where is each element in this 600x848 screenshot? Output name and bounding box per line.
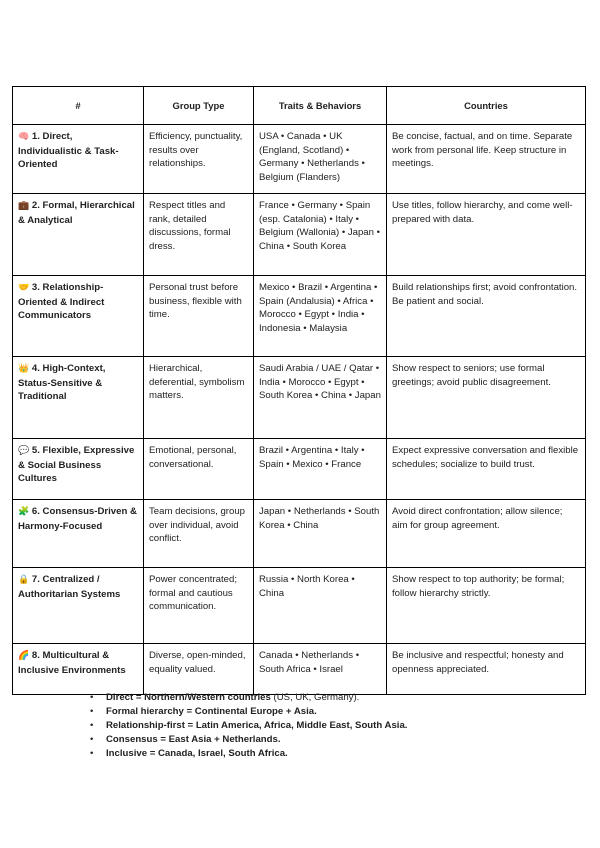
countries-cell: Show respect to seniors; use formal greetings; avoid public disagreement. <box>387 357 586 439</box>
culture-table <box>12 86 586 695</box>
row-title: 8. Multicultural & Inclusive Environments <box>18 650 126 676</box>
note-bold-text: Relationship-first = Latin America, Africa, Middle East, South Asia. <box>106 720 408 731</box>
traits-cell: Saudi Arabia / UAE / Qatar • India • Morocco • Egypt • South Korea • China • Japan <box>254 357 387 439</box>
bullet-icon: • <box>90 706 94 717</box>
group-type-cell: Emotional, personal, conversational. <box>144 439 254 500</box>
puzzle-piece-icon: 🧩 <box>18 507 30 517</box>
row-title-cell <box>13 568 144 644</box>
traits-cell: USA • Canada • UK (England, Scotland) • Germany • Netherlands • Belgium (Flanders) <box>254 125 387 194</box>
briefcase-icon: 💼 <box>18 201 30 211</box>
row-title: 3. Relationship-Oriented & Indirect Communicators <box>18 282 105 322</box>
table-body <box>13 125 586 695</box>
table-row <box>13 194 586 276</box>
note-bold-text: Formal hierarchy = Continental Europe + Asia. <box>106 706 317 717</box>
table-row <box>13 439 586 500</box>
group-type-cell: Efficiency, punctuality, results over relationships. <box>144 125 254 194</box>
countries-cell: Expect expressive conversation and flexible schedules; socialize to build trust. <box>387 439 586 500</box>
traits-cell: Mexico • Brazil • Argentina • Spain (Andalusia) • Africa • Morocco • Egypt • India • Indonesia • Malaysia <box>254 276 387 357</box>
note-bold-text: Inclusive = Canada, Israel, South Africa. <box>106 748 288 759</box>
row-title-cell <box>13 500 144 568</box>
traits-cell: Brazil • Argentina • Italy • Spain • Mexico • France <box>254 439 387 500</box>
bullet-icon: • <box>90 692 94 703</box>
row-title: 5. Flexible, Expressive & Social Business Cultures <box>18 445 135 485</box>
row-title-cell <box>13 125 144 194</box>
group-type-cell: Hierarchical, deferential, symbolism matters. <box>144 357 254 439</box>
row-title: 2. Formal, Hierarchical & Analytical <box>18 200 135 226</box>
summary-notes-list <box>84 691 407 761</box>
group-type-cell: Power concentrated; formal and cautious communication. <box>144 568 254 644</box>
traits-cell: France • Germany • Spain (esp. Catalonia) • Italy • Belgium (Wallonia) • Japan • China • South Korea <box>254 194 387 276</box>
countries-cell: Use titles, follow hierarchy, and come well-prepared with data. <box>387 194 586 276</box>
row-title: 4. High-Context, Status-Sensitive & Traditional <box>18 363 106 403</box>
list-item <box>84 719 407 733</box>
group-type-cell: Diverse, open-minded, equality valued. <box>144 644 254 695</box>
traits-cell: Canada • Netherlands • South Africa • Israel <box>254 644 387 695</box>
table-row <box>13 500 586 568</box>
row-title: 1. Direct, Individualistic & Task-Oriented <box>18 131 119 171</box>
bullet-icon: • <box>90 748 94 759</box>
table-row <box>13 276 586 357</box>
table-header-row <box>13 87 586 125</box>
row-title-cell <box>13 644 144 695</box>
note-bold-text: Consensus = East Asia + Netherlands. <box>106 734 281 745</box>
row-title-cell <box>13 194 144 276</box>
traits-cell: Russia • North Korea • China <box>254 568 387 644</box>
countries-cell: Avoid direct confrontation; allow silence; aim for group agreement. <box>387 500 586 568</box>
row-title: 6. Consensus-Driven & Harmony-Focused <box>18 506 137 532</box>
handshake-icon: 🤝 <box>18 283 30 293</box>
group-type-cell: Personal trust before business, flexible with time. <box>144 276 254 357</box>
header-traits-behaviors: Traits & Behaviors <box>254 87 387 125</box>
crown-icon: 👑 <box>18 364 30 374</box>
table-row <box>13 568 586 644</box>
bullet-icon: • <box>90 720 94 731</box>
note-text: (US, UK, Germany). <box>270 692 360 703</box>
brain-icon: 🧠 <box>18 132 30 142</box>
group-type-cell: Respect titles and rank, detailed discussions, formal dress. <box>144 194 254 276</box>
list-item <box>84 705 407 719</box>
table-row <box>13 644 586 695</box>
row-title-cell <box>13 357 144 439</box>
header-number: # <box>13 87 144 125</box>
table-row <box>13 357 586 439</box>
row-title-cell <box>13 439 144 500</box>
table-row <box>13 125 586 194</box>
bullet-icon: • <box>90 734 94 745</box>
traits-cell: Japan • Netherlands • South Korea • China <box>254 500 387 568</box>
group-type-cell: Team decisions, group over individual, avoid conflict. <box>144 500 254 568</box>
list-item <box>84 733 407 747</box>
header-group-type: Group Type <box>144 87 254 125</box>
row-title: 7. Centralized / Authoritarian Systems <box>18 574 121 600</box>
countries-cell: Show respect to top authority; be formal; follow hierarchy strictly. <box>387 568 586 644</box>
countries-cell: Build relationships first; avoid confrontation. Be patient and social. <box>387 276 586 357</box>
countries-cell: Be concise, factual, and on time. Separate work from personal life. Keep structure in meetings. <box>387 125 586 194</box>
speech-bubble-icon: 💬 <box>18 446 30 456</box>
list-item <box>84 747 407 761</box>
row-title-cell <box>13 276 144 357</box>
note-bold-text: Direct = Northern/Western countries <box>106 692 271 703</box>
list-item <box>84 691 407 705</box>
countries-cell: Be inclusive and respectful; honesty and openness appreciated. <box>387 644 586 695</box>
header-countries: Countries <box>387 87 586 125</box>
rainbow-icon: 🌈 <box>18 651 30 661</box>
lock-icon: 🔒 <box>18 575 30 585</box>
